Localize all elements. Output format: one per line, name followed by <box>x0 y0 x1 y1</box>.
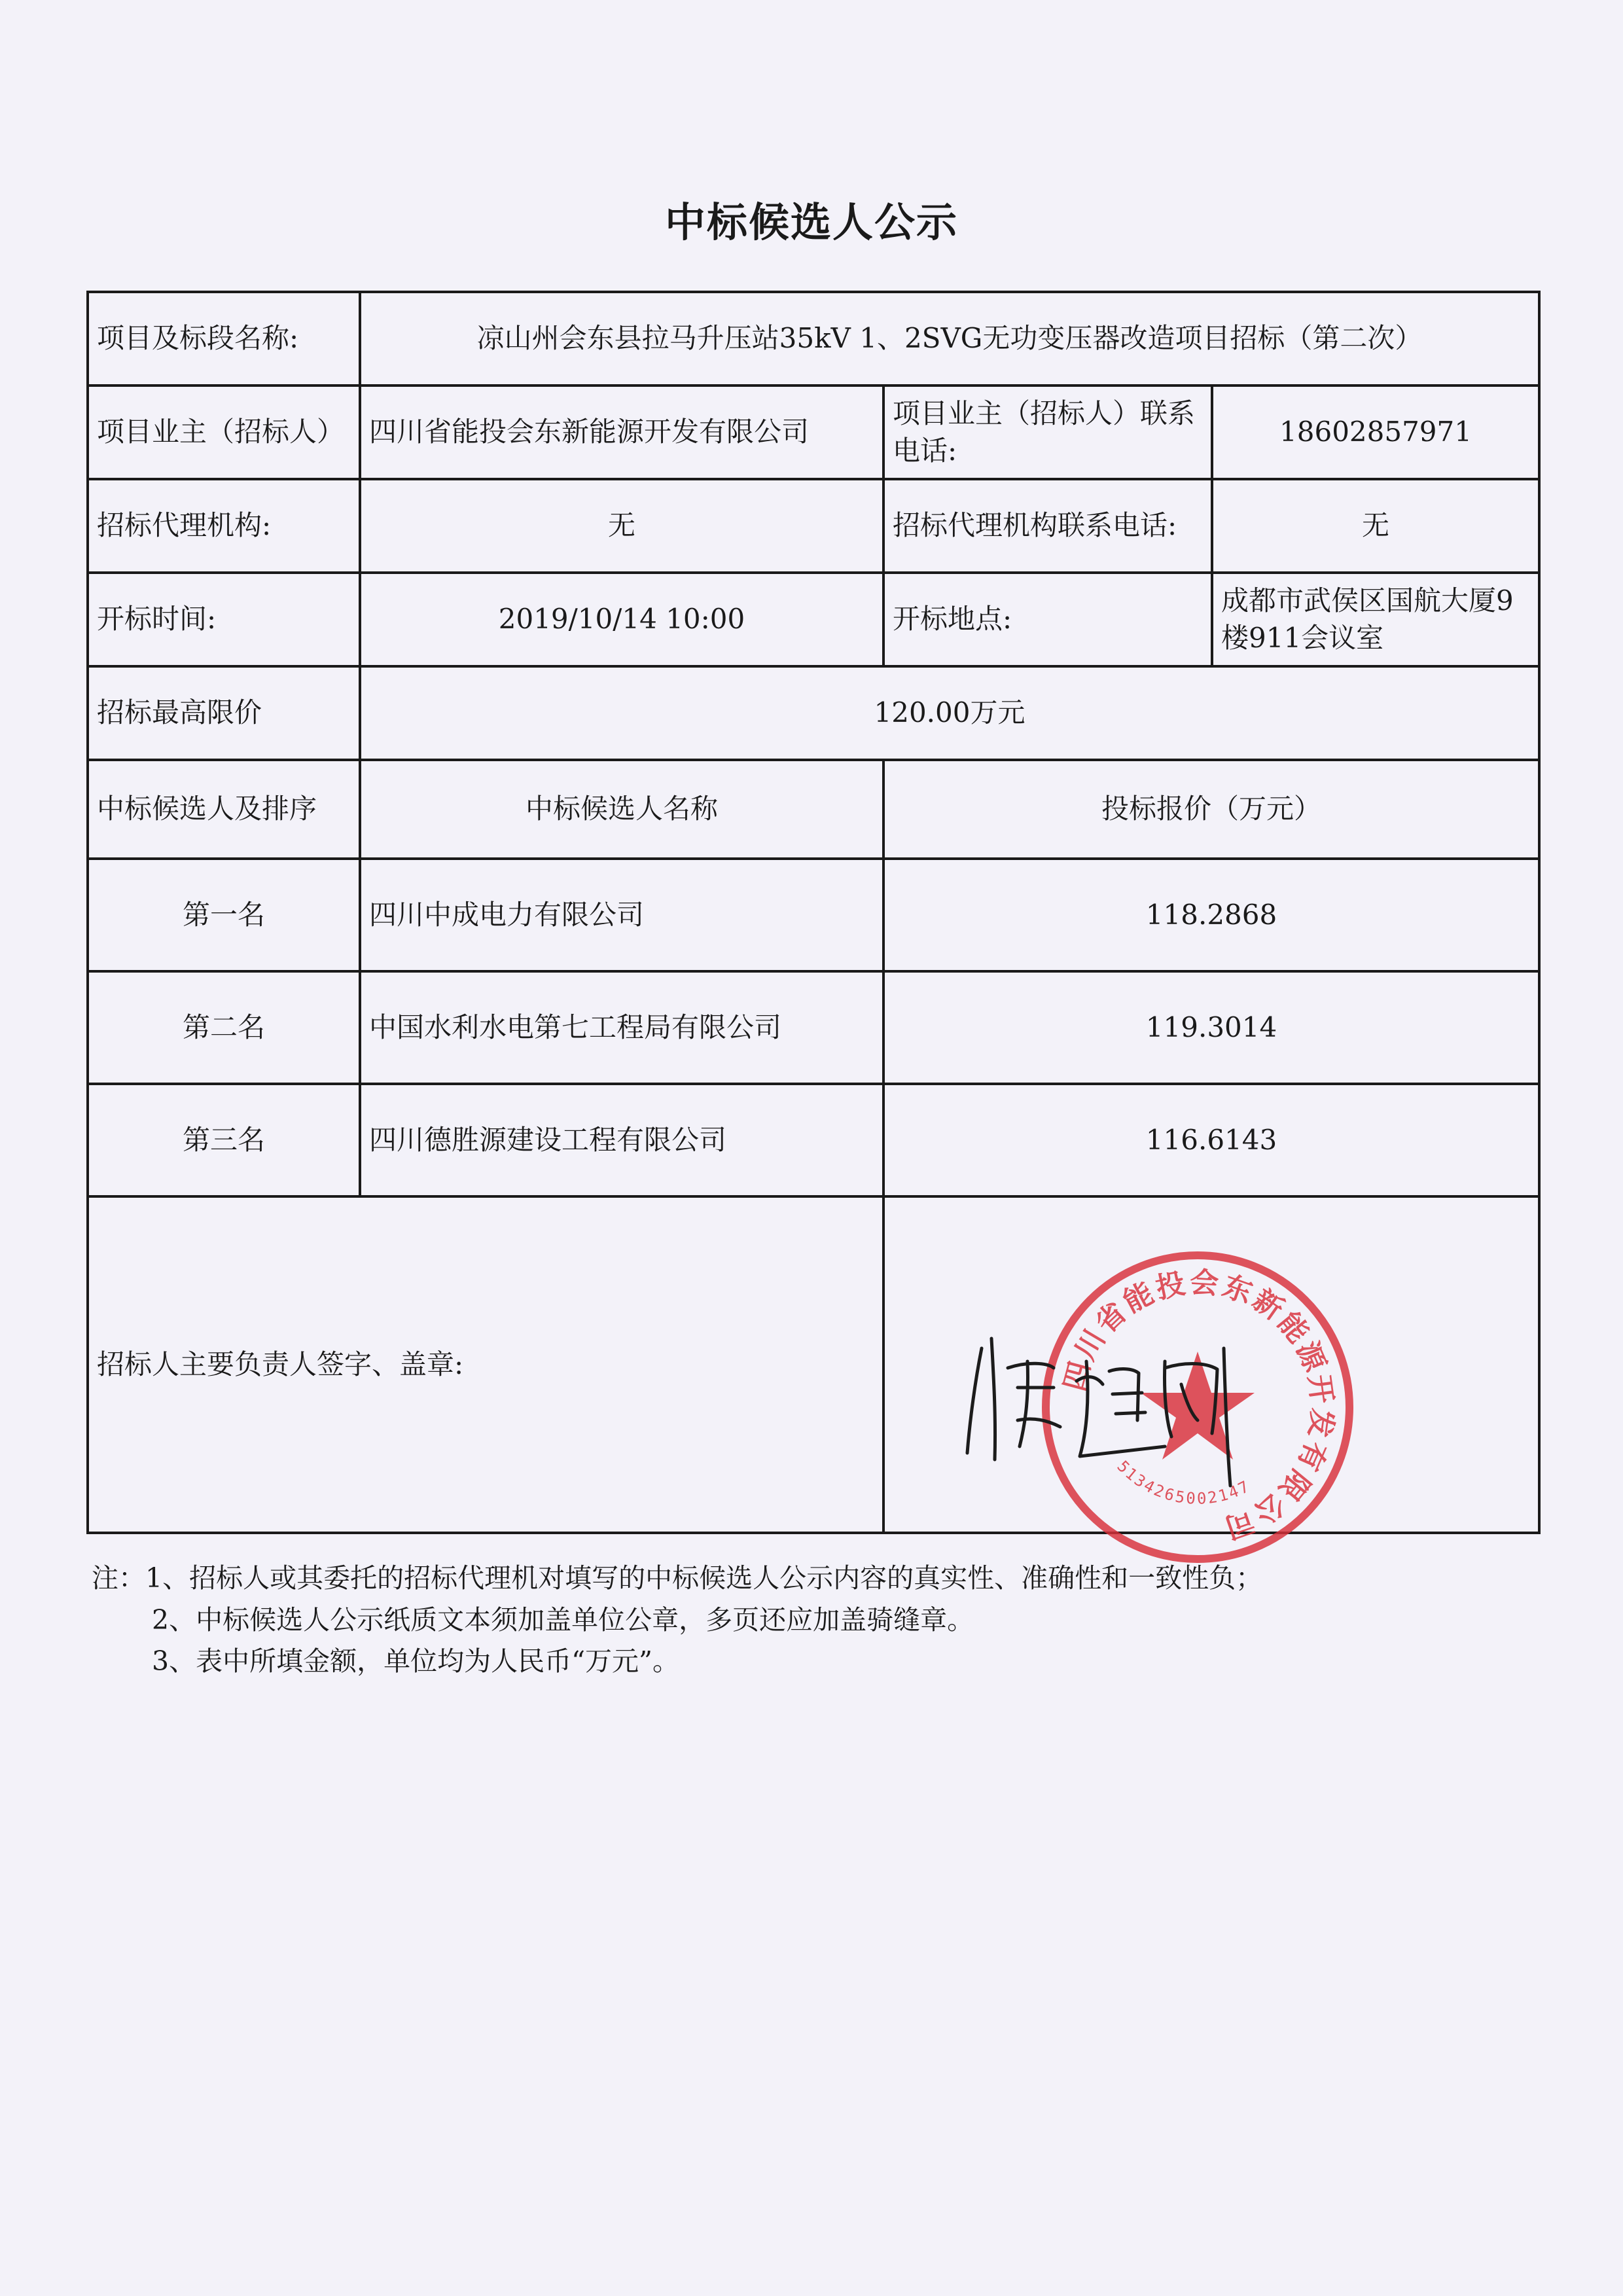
page-title: 中标候选人公示 <box>664 198 958 246</box>
owner-value: 四川省能投会东新能源开发有限公司 <box>360 386 883 479</box>
owner-row <box>88 386 1539 479</box>
candidate-price: 116.6143 <box>883 1084 1539 1196</box>
candidate-header-row <box>88 760 1539 859</box>
candidate-rank: 第二名 <box>88 971 360 1084</box>
candidate-rank: 第一名 <box>88 859 360 971</box>
owner-phone-label: 项目业主（招标人）联系电话: <box>883 386 1212 479</box>
candidate-rank: 第三名 <box>88 1084 360 1196</box>
header-rank: 中标候选人及排序 <box>88 760 360 859</box>
open-time-label: 开标时间: <box>88 573 360 666</box>
max-price-label: 招标最高限价 <box>88 666 360 760</box>
candidate-name: 中国水利水电第七工程局有限公司 <box>360 971 883 1084</box>
open-place-value: 成都市武侯区国航大厦9楼911会议室 <box>1212 573 1539 666</box>
notes-section <box>92 1558 1531 1683</box>
agency-row <box>88 479 1539 573</box>
project-value: 凉山州会东县拉马升压站35kV 1、2SVG无功变压器改造项目招标（第二次） <box>360 292 1539 386</box>
candidate-name: 四川德胜源建设工程有限公司 <box>360 1084 883 1196</box>
handwritten-signature <box>955 1322 1257 1492</box>
agency-phone-value: 无 <box>1212 479 1539 573</box>
open-place-label: 开标地点: <box>883 573 1212 666</box>
table-row <box>88 859 1539 971</box>
opening-row <box>88 573 1539 666</box>
agency-value: 无 <box>360 479 883 573</box>
note-item: 3、表中所填金额，单位均为人民币“万元”。 <box>152 1645 680 1677</box>
header-name: 中标候选人名称 <box>360 760 883 859</box>
header-price: 投标报价（万元） <box>883 760 1539 859</box>
candidate-name: 四川中成电力有限公司 <box>360 859 883 971</box>
note-item: 注：1、招标人或其委托的招标代理机对填写的中标候选人公示内容的真实性、准确性和一致性负； <box>92 1562 1263 1594</box>
seal-text: 四川省能投会东新能源开发有限公司 <box>1058 1265 1340 1546</box>
table-row <box>88 971 1539 1084</box>
project-row <box>88 292 1539 386</box>
candidate-price: 118.2868 <box>883 859 1539 971</box>
note-item: 2、中标候选人公示纸质文本须加盖单位公章，多页还应加盖骑缝章。 <box>152 1604 974 1636</box>
project-label: 项目及标段名称: <box>88 292 360 386</box>
candidate-price: 119.3014 <box>883 971 1539 1084</box>
open-time-value: 2019/10/14 10:00 <box>360 573 883 666</box>
max-price-value: 120.00万元 <box>360 666 1539 760</box>
max-price-row <box>88 666 1539 760</box>
owner-label: 项目业主（招标人） <box>88 386 360 479</box>
agency-phone-label: 招标代理机构联系电话: <box>883 479 1212 573</box>
seal-number: 5134265002147 <box>1113 1457 1254 1508</box>
signature-label: 招标人主要负责人签字、盖章: <box>88 1196 883 1533</box>
owner-phone-value: 18602857971 <box>1212 386 1539 479</box>
table-row <box>88 1084 1539 1196</box>
agency-label: 招标代理机构: <box>88 479 360 573</box>
